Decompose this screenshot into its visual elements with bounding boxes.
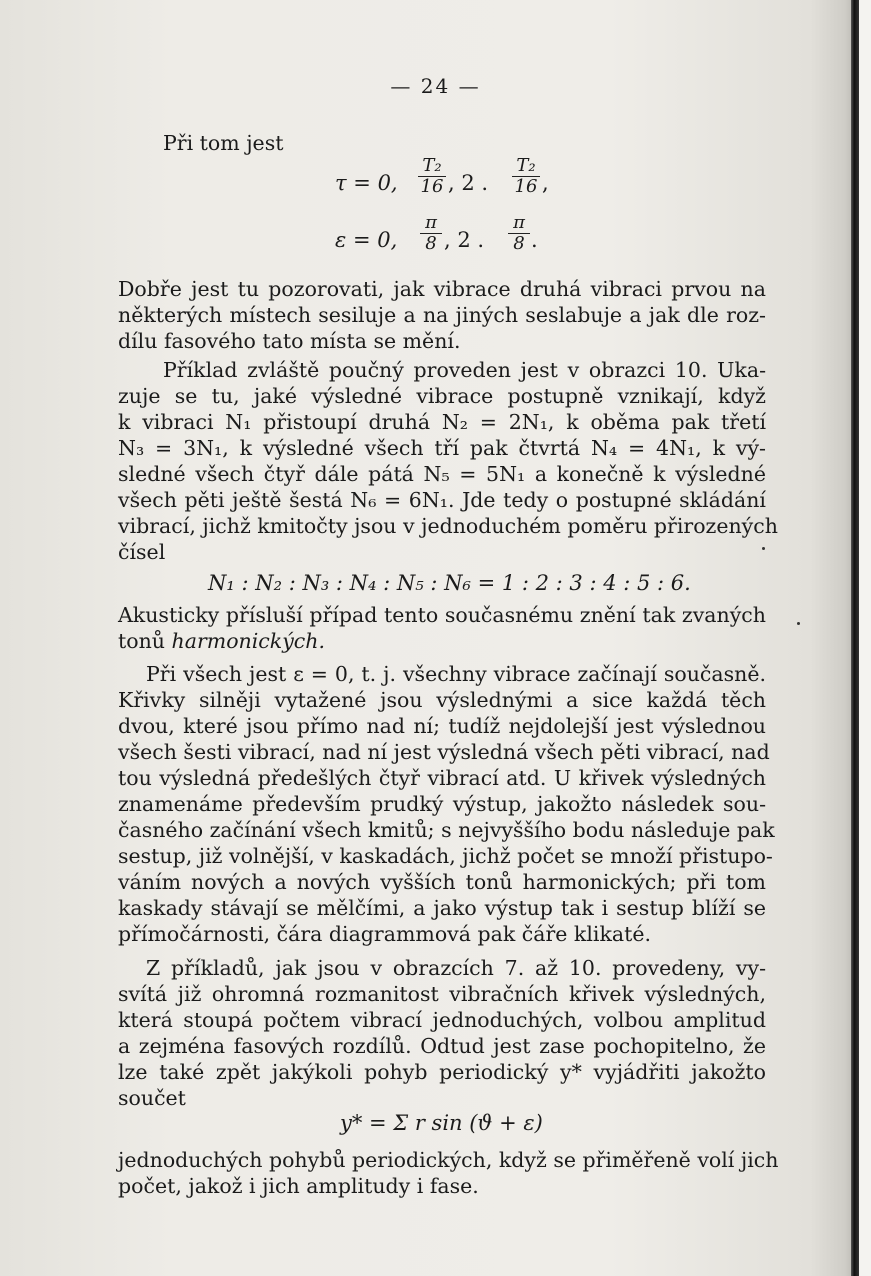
page-number: — 24 —	[390, 74, 481, 98]
paragraph-line: sledné všech čtyř dále pátá N₅ = 5N₁ a konečně k výsledné	[118, 462, 766, 486]
ratio-equation: N₁ : N₂ : N₃ : N₄ : N₅ : N₆ = 1 : 2 : 3 : 4 : 5 : 6.	[208, 571, 691, 595]
eps-frac1-den: 8	[425, 233, 437, 254]
paragraph-line: kaskady stávají se mělčími, a jako výstup tak i sestup blíží se	[118, 896, 766, 920]
tau-frac2-num: T₂	[512, 156, 540, 177]
paragraph-line: časného začínání všech kmitů; s nejvyššího bodu následuje pak	[118, 818, 775, 842]
paragraph-text: tonů	[118, 629, 165, 653]
paragraph-line-with-emphasis	[118, 629, 766, 655]
eps-end: .	[531, 228, 538, 252]
paragraph-line: vibrací, jichž kmitočty jsou v jednoduchém poměru přirozených	[118, 514, 778, 538]
intro-line: Při tom jest	[163, 131, 284, 155]
paragraph-line: svítá již ohromná rozmanitost vibračních křivek výsledných,	[118, 982, 766, 1006]
paragraph-line: Při všech jest ε = 0, t. j. všechny vibrace začínají současně.	[146, 662, 766, 686]
paragraph-line: Příklad zvláště poučný proveden jest v obrazci 10. Uka-	[163, 358, 766, 382]
tau-frac1-den: 16	[420, 176, 444, 197]
eps-lhs: ε = 0,	[335, 228, 398, 252]
sum-equation: y* = Σ r sin (ϑ + ε)	[340, 1111, 543, 1135]
eps-frac2-num: π	[508, 213, 530, 234]
tau-frac2-den: 16	[514, 176, 538, 197]
emphasis-text: harmonických.	[171, 629, 325, 653]
print-speck	[762, 547, 765, 550]
paragraph-line: čísel	[118, 540, 166, 564]
tau-fraction-2	[512, 156, 540, 197]
paragraph-line: dílu fasového tato místa se mění.	[118, 329, 461, 353]
binding-edge	[851, 0, 859, 1276]
paragraph-line: zuje se tu, jaké výsledné vibrace postupně vznikají, když	[118, 384, 766, 408]
page-margin-strip	[859, 0, 871, 1276]
paragraph-line: jednoduchých pohybů periodických, když se přiměřeně volí jich	[118, 1148, 779, 1172]
eps-fraction-2	[508, 213, 530, 254]
eps-separator: , 2 .	[444, 228, 485, 252]
eps-frac1-num: π	[420, 213, 442, 234]
paragraph-line: k vibraci N₁ přistoupí druhá N₂ = 2N₁, k oběma pak třetí	[118, 410, 766, 434]
paragraph-line: přímočárnosti, čára diagrammová pak čáře klikaté.	[118, 922, 651, 946]
paragraph-line: součet	[118, 1086, 186, 1110]
paragraph-line: Z příkladů, jak jsou v obrazcích 7. až 10. provedeny, vy-	[146, 956, 766, 980]
paragraph-line: váním nových a nových vyšších tonů harmonických; při tom	[118, 870, 766, 894]
paragraph-line: sestup, již volnější, v kaskadách, jichž počet se množí přistupo-	[118, 844, 773, 868]
paragraph-line: N₃ = 3N₁, k výsledné všech tří pak čtvrtá N₄ = 4N₁, k vý-	[118, 436, 766, 460]
paragraph-line: která stoupá počtem vibrací jednoduchých, volbou amplitud	[118, 1008, 766, 1032]
eps-fraction-1	[420, 213, 442, 254]
tau-fraction-1	[418, 156, 446, 197]
paragraph-line: některých místech sesiluje a na jiných seslabuje a jak dle roz-	[118, 303, 766, 327]
paragraph-line: Dobře jest tu pozorovati, jak vibrace druhá vibraci prvou na	[118, 277, 766, 301]
tau-lhs: τ = 0,	[335, 171, 398, 195]
tau-end: ,	[542, 171, 549, 195]
paragraph-line: dvou, které jsou přímo nad ní; tudíž nejdolejší jest výslednou	[118, 714, 766, 738]
paragraph-line: a zejména fasových rozdílů. Odtud jest zase pochopitelno, že	[118, 1034, 766, 1058]
tau-separator: , 2 .	[448, 171, 489, 195]
paragraph-line: tou výsledná předešlých čtyř vibrací atd. U křivek výsledných	[118, 766, 766, 790]
paragraph-line: Křivky silněji vytažené jsou výslednými a sice každá těch	[118, 688, 766, 712]
paragraph-line: lze také zpět jakýkoli pohyb periodický y* vyjádřiti jakožto	[118, 1060, 766, 1084]
paragraph-line: Akusticky přísluší případ tento současnému znění tak zvaných	[118, 603, 766, 627]
paragraph-line: znamenáme především prudký výstup, jakožto následek sou-	[118, 792, 766, 816]
paragraph-line: všech pěti ještě šestá N₆ = 6N₁. Jde tedy o postupné skládání	[118, 488, 766, 512]
print-speck	[797, 622, 800, 625]
eps-frac2-den: 8	[513, 233, 525, 254]
paragraph-line: počet, jakož i jich amplitudy i fase.	[118, 1174, 479, 1198]
tau-frac1-num: T₂	[418, 156, 446, 177]
paragraph-line: všech šesti vibrací, nad ní jest výsledná všech pěti vibrací, nad	[118, 740, 770, 764]
